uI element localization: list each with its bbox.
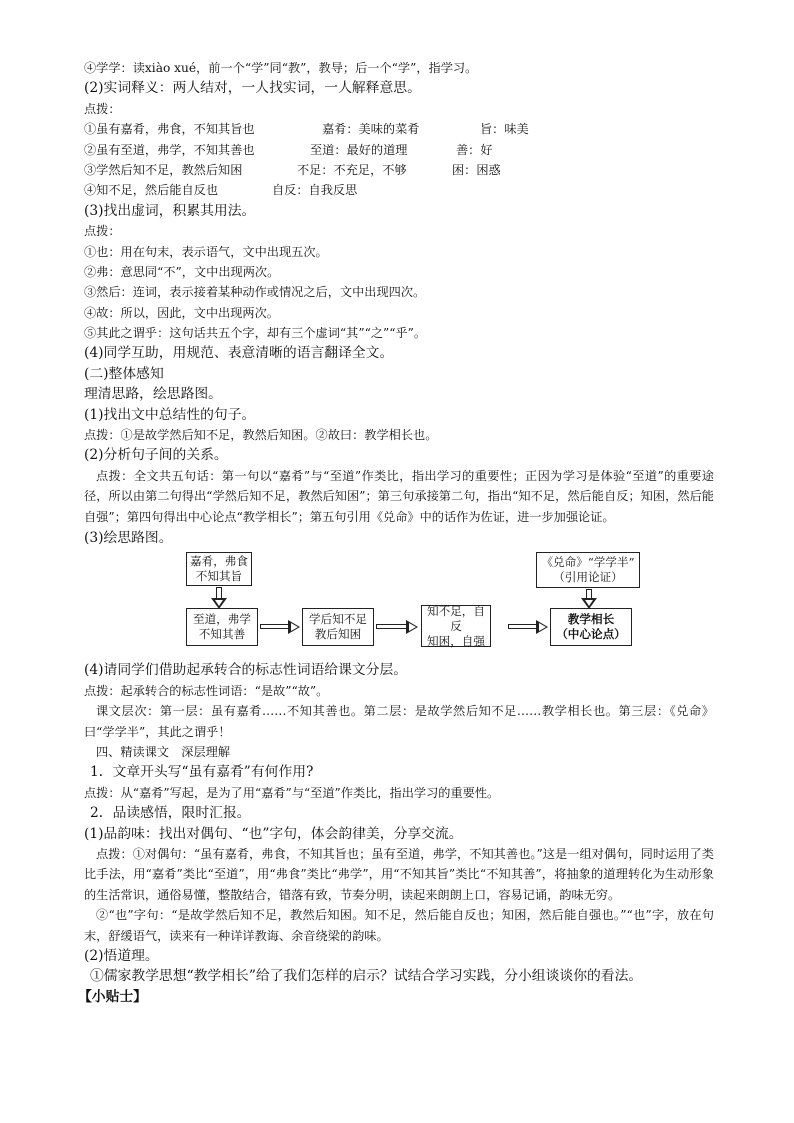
word-definition: 至道：最好的道理 [310,142,408,157]
text-line: 点拨：从“嘉肴”写起，是为了用“嘉肴”与“至道”作类比，指出学习的重要性。 [84,785,500,800]
text-line: ②弗：意思同“不”，文中出现两次。 [84,264,280,279]
text-line: (3)绘思路图。 [84,530,173,547]
section-heading: (二)整体感知 [84,365,164,382]
arrow-right-icon [260,622,300,632]
text-line: 理清思路，绘思路图。 [84,386,222,403]
text-line: (4)请同学们借助起承转合的标志性词语给课文分层。 [84,662,408,679]
hint-label: 点拨： [84,224,121,239]
word-definition: 不足：不充足，不够 [297,162,407,177]
text-line: (2)实词释义：两人结对，一人找实词，一人解释意思。 [84,80,421,97]
diagram-box-line: 教学相长 [567,612,615,627]
text-line: 点拨：①是故学然后知不足，教然后知困。②故曰：教学相长也。 [84,428,438,443]
text-line: (1)找出文中总结性的句子。 [84,406,256,423]
diagram-box-line: （中心论点） [556,627,626,642]
word-row [84,160,714,180]
paragraph: 课文层次：第一层：虽有嘉肴……不知其善也。第二层：是故学然后知不足……教学相长也。第三层：《兑命》曰“学学半”，其此之谓乎！ [84,704,714,739]
text-line: ④故：所以，因此，文中出现两次。 [84,305,279,320]
text-line: ③然后：连词，表示接着某种动作或情况之后，文中出现四次。 [84,285,426,300]
word-definition: 困：困惑 [452,162,501,177]
text-line: (2)悟道理。 [84,948,159,964]
word-row [84,119,714,139]
sentence: ①虽有嘉肴，弗食，不知其旨也 [84,122,255,137]
arrow-down-icon [212,587,226,609]
document-page [78,58,714,1007]
arrow-right-icon [508,622,548,632]
diagram-box-quote [536,552,640,588]
arrow-down-icon [582,589,596,609]
mind-map-diagram [84,550,714,656]
text-line: (4)同学互助，用规范、表意清晰的语言翻译全文。 [84,345,394,362]
paragraph: ②“也”字句：“是故学然后知不足，教然后知困。知不足，然后能自反也；知困，然后能自强也。”“也”字，放在句末，舒缓语气，读来有一种详详教诲、余音绕梁的韵味。 [84,908,714,943]
text-line: ⑤其此之谓乎：这句话共五个字，却有三个虚词“其”“之”“乎”。 [84,326,427,341]
arrow-right-icon [376,622,418,632]
paragraph: 点拨：全文共五句话：第一句以“嘉肴”与“至道”作类比，指出学习的重要性；正因为学习是体验“至道”的重要途径，所以由第二句得出“学然后知不足，教然后知困”；第三句承接第二句，指出“知不足，然后能自反；知困，然后能自强”；第四句得出中心论点“教学相长”；第五句引用《兑命》中的话作为佐证，进一步加强论证。 [84,468,714,524]
diagram-box-thesis [550,608,632,646]
paragraph: 点拨：①对偶句：“虽有嘉肴，弗食，不知其旨也；虽有至道，弗学，不知其善也。”这是一组对偶句，同时运用了类比手法，用“嘉肴”类比“至道”，用“弗食”类比“弗学”，用“不知其旨”类比“不知其善”，将抽象的道理转化为生动形象的生活常识，通俗易懂，整散结合，错落有致，节奏分明，读起来朗朗上口，容易记诵，韵味无穷。 [84,846,714,902]
word-definition: 自反：自我反思 [272,183,358,198]
text-line: 2．品读感悟，限时汇报。 [90,805,251,822]
text-line: (1)品韵味：找出对偶句、“也”字句，体会韵律美，分享交流。 [84,825,463,842]
hint-label: 点拨： [84,101,121,116]
diagram-box-line: 《兑命》“学学半” [541,555,635,570]
diagram-box-delicacy: 嘉肴，弗食 不知其旨 [186,552,252,586]
diagram-box-truth: 至道，弗学 不知其善 [186,608,258,646]
text-line: ①也：用在句末，表示语气，文中出现五次。 [84,244,328,259]
tips-heading: 【小贴士】 [78,988,147,1005]
word-row [84,180,714,200]
text-line: 1．文章开头写“虽有嘉肴”有何作用? [90,764,314,781]
sentence: ④知不足，然后能自反也 [84,183,219,198]
text-line: 点拨：起承转合的标志性词语：“是故”“故”。 [84,683,329,698]
text-line: (2)分析句子间的关系。 [84,447,228,464]
word-row [84,140,714,160]
word-definition: 旨：味美 [480,122,529,137]
diagram-box-learn-teach: 学后知不足 教后知困 [302,608,374,646]
text-line: ①儒家教学思想“教学相长”给了我们怎样的启示？试结合学习实践，分小组谈谈你的看法。 [90,968,643,985]
diagram-box-reflect: 知不足，自反 知困，自强 [421,605,491,647]
diagram-box-line: （引用论证） [553,570,623,585]
word-definition: 善：好 [456,142,493,157]
text-line: ④学学：读xiào xué，前一个“学”同“教”，教导；后一个“学”，指学习。 [84,61,478,75]
word-definition: 嘉肴：美味的菜肴 [322,122,420,137]
sentence: ②虽有至道，弗学，不知其善也 [84,142,255,157]
text-line: (3)找出虚词，积累其用法。 [84,202,256,219]
sentence: ③学然后知不足，教然后知困 [84,162,243,177]
section-heading: 四、精读课文 深层理解 [96,745,231,760]
